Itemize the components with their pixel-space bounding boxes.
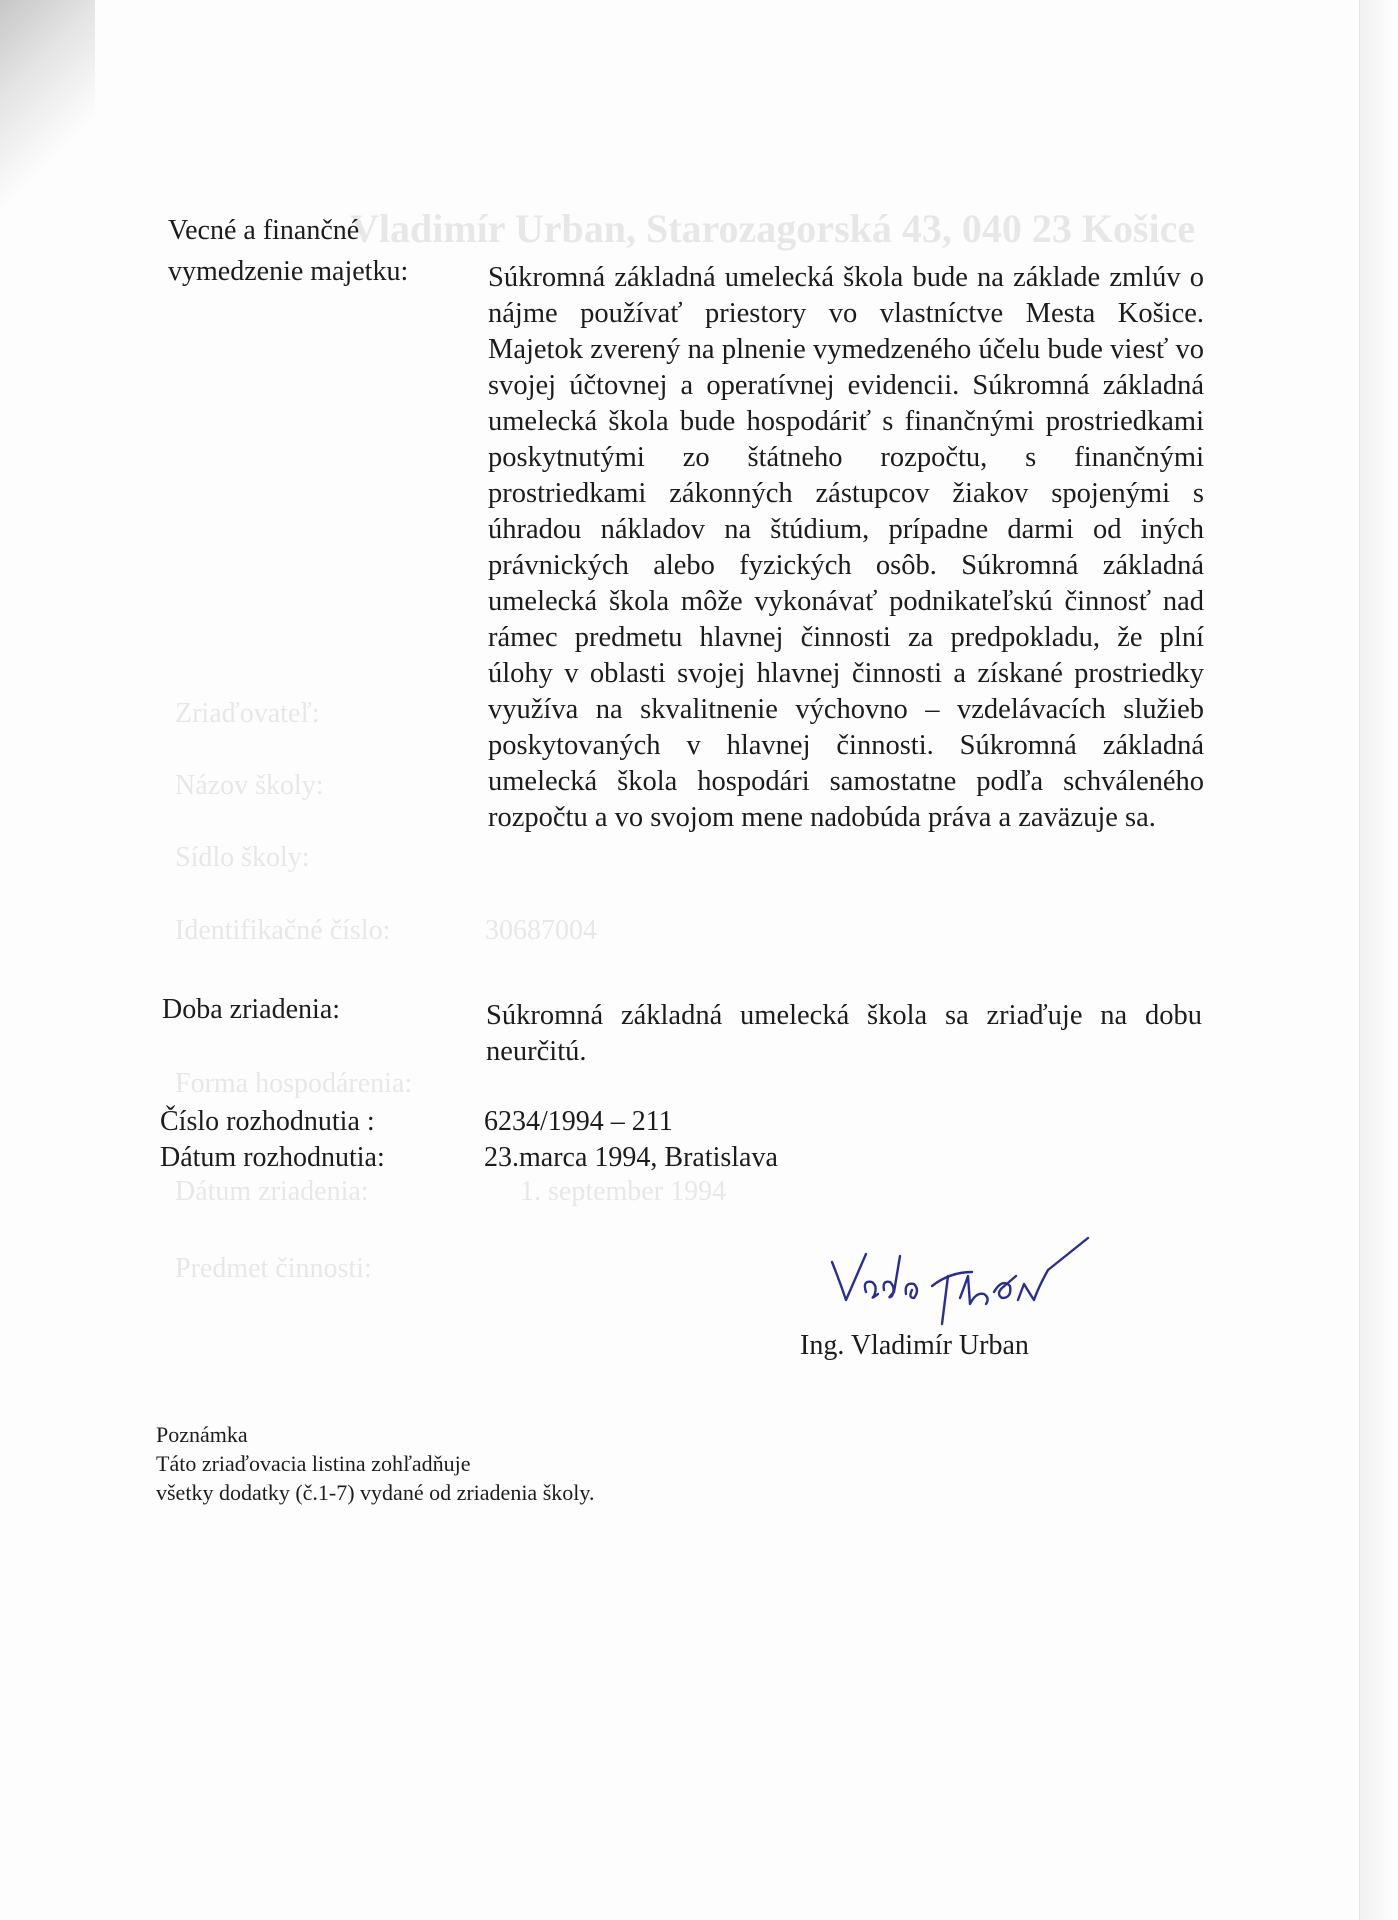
section-label-assets-line2: vymedzenie majetku: <box>168 256 409 287</box>
bleed-through-header: Vladimír Urban, Starozagorská 43, 040 23 Košice <box>350 206 1196 251</box>
decision-number-label: Číslo rozhodnutia : <box>160 1106 375 1137</box>
section-label-duration: Doba zriadenia: <box>162 994 341 1025</box>
note-line-2: všetky dodatky (č.1-7) vydané od zriadenia školy. <box>156 1480 595 1505</box>
note-title: Poznámka <box>156 1422 248 1447</box>
bleed-through-label: Identifikačné číslo: <box>175 915 391 946</box>
decision-date-value: 23.marca 1994, Bratislava <box>484 1142 778 1173</box>
section-label-assets-line1: Vecné a finančné <box>168 215 360 246</box>
bleed-through-value: 30687004 <box>485 915 597 946</box>
bleed-through-label: Sídlo školy: <box>175 842 310 873</box>
scan-edge <box>1359 0 1398 1920</box>
bleed-through-label: Predmet činnosti: <box>175 1253 372 1284</box>
signatory-name: Ing. Vladimír Urban <box>800 1330 1029 1361</box>
bleed-through-label: Forma hospodárenia: <box>175 1068 413 1099</box>
scan-shadow <box>0 0 95 260</box>
bleed-through-value: 1. september 1994 <box>520 1176 727 1207</box>
section-text-assets: Súkromná základná umelecká škola bude na základe zmlúv o nájme používať priestory vo vlastníctve Mesta Košice. Majetok zverený na plnenie vymedzeného účelu bude viesť vo svojej účtovnej a operatívnej evidencii. Súkromná základná umelecká škola bude hospodáriť s finančnými prostriedkami poskytnutými zo štátneho rozpočtu, s finančnými prostriedkami zákonných zástupcov žiakov spojenými s úhradou nákladov na štúdium, prípadne darmi od iných právnických alebo fyzických osôb. Súkromná základná umelecká škola môže vykonávať podnikateľskú činnosť nad rámec predmetu hlavnej činnosti za predpokladu, že plní úlohy v oblasti svojej hlavnej činnosti a získané prostriedky využíva na skvalitnenie výchovno – vzdelávacích služieb poskytovaných v hlavnej činnosti. Súkromná základná umelecká škola hospodári samostatne podľa schváleného rozpočtu a vo svojom mene nadobúda práva a zaväzuje sa. <box>488 262 1204 833</box>
decision-date-label: Dátum rozhodnutia: <box>160 1142 385 1173</box>
handwritten-signature <box>826 1232 1096 1327</box>
bleed-through-label: Názov školy: <box>175 770 324 801</box>
note-block <box>156 1420 594 1507</box>
bleed-through-label: Dátum zriadenia: <box>175 1176 369 1207</box>
bleed-through-label: Zriaďovateľ: <box>175 698 320 729</box>
decision-number-value: 6234/1994 – 211 <box>484 1106 673 1137</box>
note-line-1: Táto zriaďovacia listina zohľadňuje <box>156 1451 471 1476</box>
section-text-duration: Súkromná základná umelecká škola sa zriaďuje na dobu neurčitú. <box>486 1000 1202 1067</box>
